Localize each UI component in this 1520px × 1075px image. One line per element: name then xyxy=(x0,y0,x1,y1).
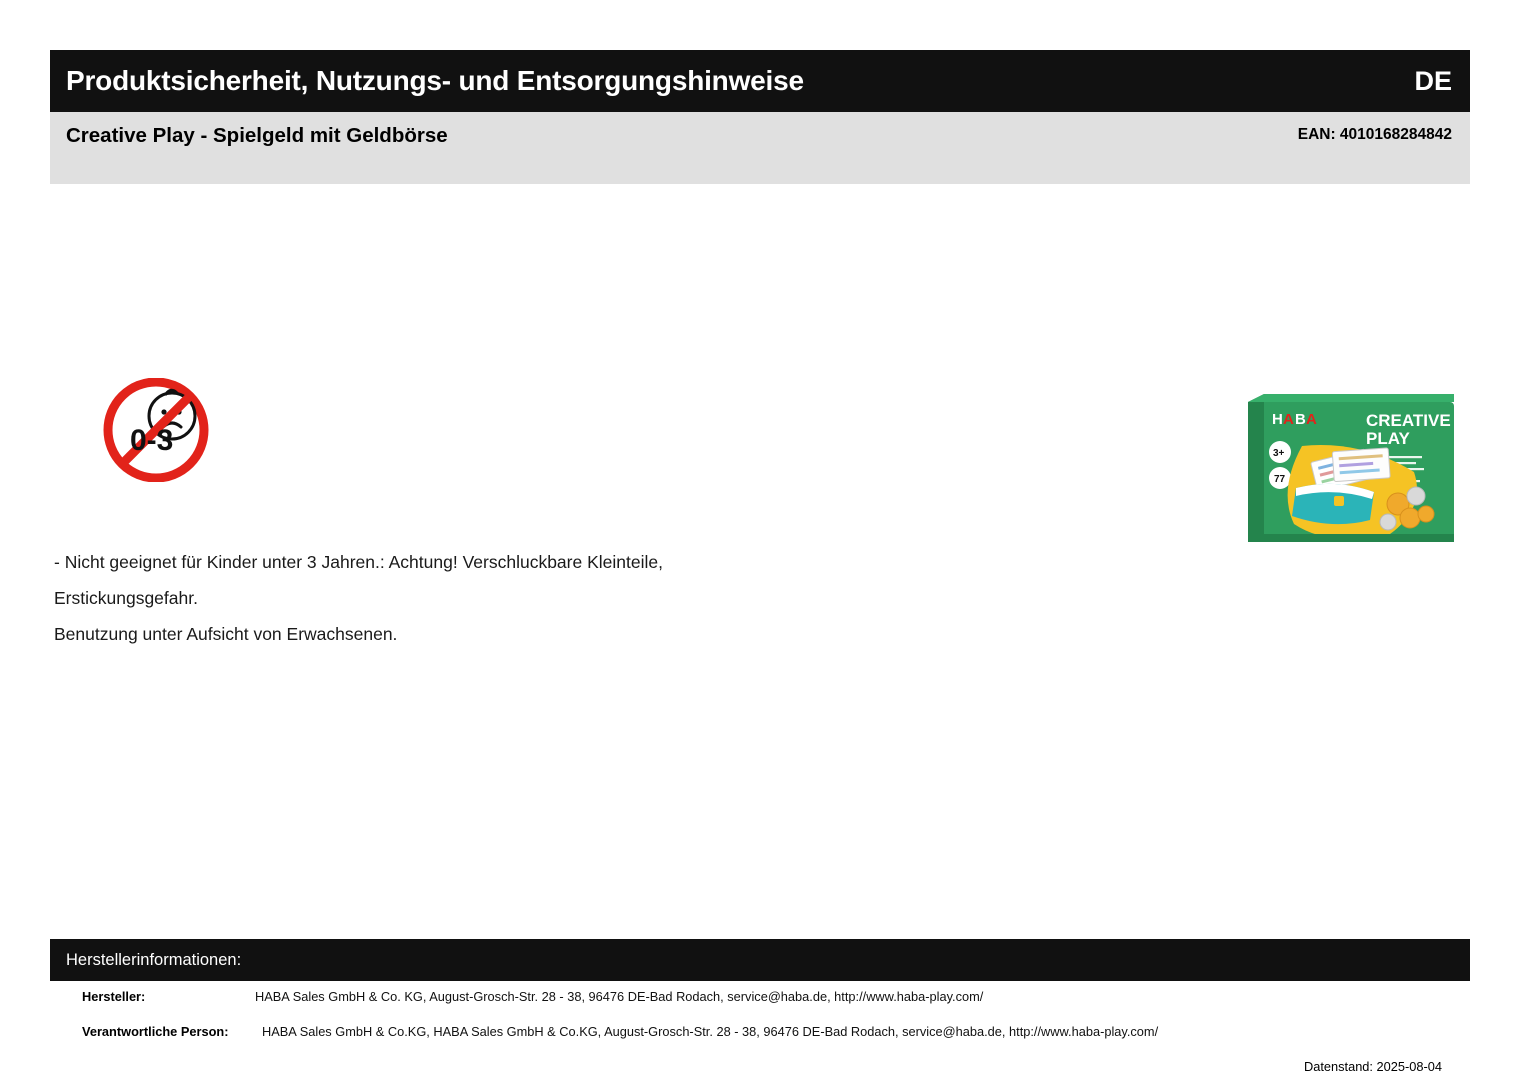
svg-text:3+: 3+ xyxy=(1273,448,1285,459)
svg-text:A: A xyxy=(1283,411,1294,428)
manufacturer-value: HABA Sales GmbH & Co. KG, August-Grosch-Str. 28 - 38, 96476 DE-Bad Rodach, service@haba.de, http://www.haba-play.com/ xyxy=(255,989,984,1004)
svg-text:0-3: 0-3 xyxy=(130,424,174,457)
svg-text:CREATIVE: CREATIVE xyxy=(1366,411,1451,430)
safety-warning-line-2: Erstickungsgefahr. xyxy=(54,588,198,608)
svg-text:PLAY: PLAY xyxy=(1366,429,1410,448)
product-package-image xyxy=(1238,384,1462,568)
manufacturer-label: Hersteller: xyxy=(82,989,146,1004)
safety-warning-text xyxy=(54,544,1154,652)
document-body xyxy=(50,184,1470,1074)
page-title: Produktsicherheit, Nutzungs- und Entsorgungshinweise xyxy=(66,65,804,96)
ean-code: EAN: 4010168284842 xyxy=(1297,126,1452,143)
responsible-person-label: Verantwortliche Person: xyxy=(82,1024,229,1039)
svg-text:77: 77 xyxy=(1274,474,1286,485)
safety-warning-line-1: - Nicht geeignet für Kinder unter 3 Jahren.: Achtung! Verschluckbare Kleinteile, xyxy=(54,552,663,572)
no-children-under-3-icon xyxy=(86,378,226,482)
svg-text:B: B xyxy=(1295,411,1306,428)
responsible-person-value: HABA Sales GmbH & Co.KG, HABA Sales GmbH & Co.KG, August-Grosch-Str. 28 - 38, 96476 DE-Bad Rodach, service@haba.de, http://www.haba-play.com/ xyxy=(262,1024,1159,1039)
safety-warning-line-3: Benutzung unter Aufsicht von Erwachsenen. xyxy=(54,624,398,644)
product-subheader xyxy=(50,112,1470,184)
document-header xyxy=(50,50,1470,112)
table-row xyxy=(50,1024,1470,1039)
svg-text:A: A xyxy=(1306,411,1317,428)
manufacturer-info-table xyxy=(50,989,1470,1074)
document-page xyxy=(50,50,1470,1074)
product-name: Creative Play - Spielgeld mit Geldbörse xyxy=(66,124,448,147)
table-row xyxy=(50,989,1470,1004)
manufacturer-section-header: Herstellerinformationen: xyxy=(50,939,1470,981)
datestamp: Datenstand: 2025-08-04 xyxy=(1303,1059,1442,1074)
svg-text:H: H xyxy=(1272,411,1283,428)
language-code: DE xyxy=(1414,65,1452,96)
